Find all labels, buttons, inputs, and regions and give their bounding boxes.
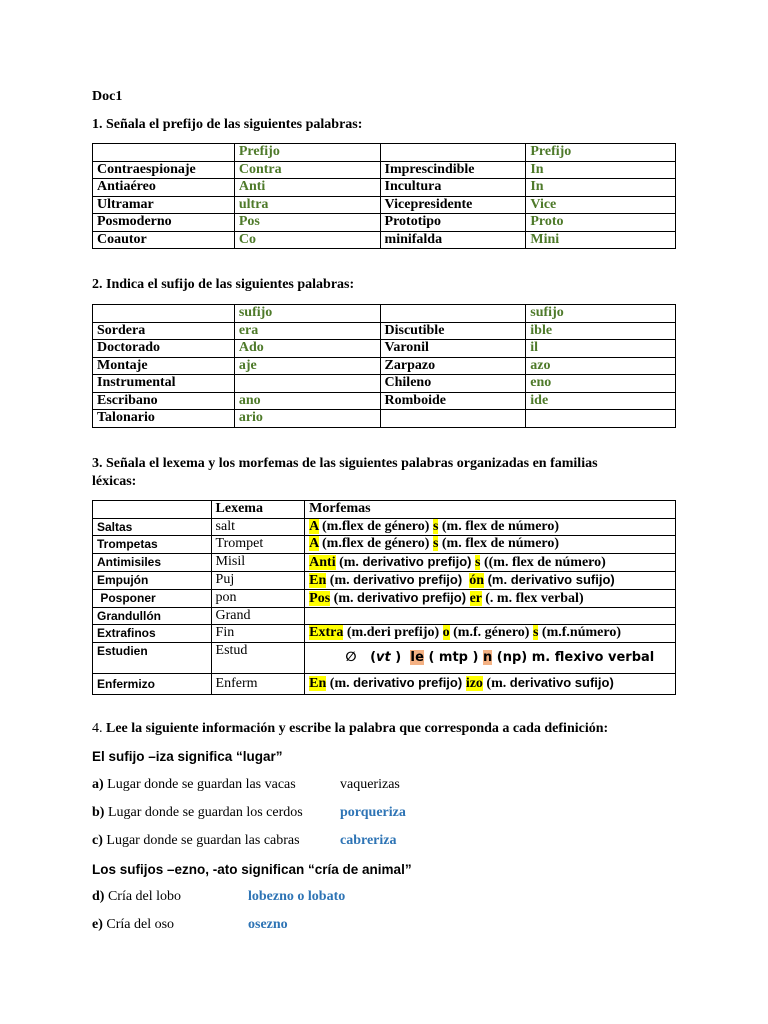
morpheme-word-cell: Antimisiles [93,553,212,571]
suffix-table-word-cell: Doctorado [93,340,235,358]
prefix-table-header-row [93,144,676,162]
morpheme-segment: Pos [309,590,331,606]
morpheme-segment: (m. [326,572,354,588]
morpheme-header-cell: Morfemas [305,501,676,519]
morpheme-lexema-cell: Trompet [211,536,305,554]
morpheme-segment: (m.f. género) [449,625,533,641]
morpheme-row [93,673,676,694]
prefix-table-word-cell: Imprescindible [380,161,526,179]
suffix-table-row [93,322,676,340]
item-letter: b) [92,805,105,820]
morpheme-table [92,500,676,695]
morpheme-segment: (m.flex de género) [318,536,433,552]
suffix-table-word-cell: Romboide [380,392,526,410]
morpheme-segment: (m. [335,554,363,570]
prefix-table-header-cell: Prefijo [526,144,676,162]
suffix-table-row [93,340,676,358]
morpheme-segment: En [309,572,327,588]
suffix-table-affix-cell: ide [526,392,676,410]
definition-item [92,833,397,849]
morpheme-row [93,553,676,571]
prefix-table-word-cell: Ultramar [93,196,235,214]
morpheme-segment: (m.f.número) [538,625,621,641]
suffix-table-word-cell: Talonario [93,410,235,428]
suffix-table-affix-cell: eno [526,375,676,393]
morpheme-segment: derivativo prefijo) [353,571,463,587]
prefix-table-affix-cell: Anti [234,179,380,197]
prefix-table-word-cell: Coautor [93,231,235,249]
q4-instruction: Lee la siguiente información y escribe la palabra que corresponda a cada definición: [106,721,609,736]
item-answer: osezno [248,917,288,932]
morpheme-lexema-cell: Grand [211,607,305,625]
morpheme-segment: derivativo prefijo) [356,589,467,605]
suffix-table-affix-cell: aje [234,357,380,375]
suffix-table-word-cell: Montaje [93,357,235,375]
morpheme-word-cell: Empujón [93,571,212,589]
morpheme-segment: Extra [309,625,344,641]
morpheme-segment: (. m. flex verbal) [481,590,584,606]
item-letter: d) [92,889,105,904]
suffix-table-affix-cell: ible [526,322,676,340]
morpheme-parts-cell [305,518,676,536]
morpheme-parts-cell [305,536,676,554]
morpheme-segment: s [432,518,439,534]
morpheme-segment: derivativo prefijo) [353,675,466,690]
morpheme-parts-cell [305,589,676,607]
q4-subtitle-1: El sufijo –iza significa “lugar” [92,749,283,764]
morpheme-parts-cell [305,571,676,589]
morpheme-segment: er [469,590,482,606]
morpheme-segment: ((m. flex de número) [480,554,606,570]
definition-item [92,889,346,905]
item-definition: Lugar donde se guardan los cerdos [104,805,303,820]
morpheme-segment: (m. [326,676,354,691]
prefix-table-header-cell [380,144,526,162]
item-answer: vaquerizas [340,777,400,792]
prefix-table-row [93,231,676,249]
morpheme-segment: ( [423,649,439,665]
morpheme-row [93,536,676,554]
prefix-table-affix-cell: ultra [234,196,380,214]
morpheme-segment: (m.deri prefijo) [343,625,443,641]
prefix-table [92,143,676,249]
prefix-table-affix-cell: Vice [526,196,676,214]
item-answer: cabreriza [340,833,397,848]
suffix-table-word-cell: Chileno [380,375,526,393]
morpheme-segment: ∅ ( [309,649,377,665]
morpheme-lexema-cell: salt [211,518,305,536]
suffix-table-word-cell: Escribano [93,392,235,410]
morpheme-parts-cell [305,625,676,643]
item-letter: e) [92,917,103,932]
prefix-table-word-cell: Posmoderno [93,214,235,232]
morpheme-segment: izo [465,676,483,691]
morpheme-lexema-cell: Puj [211,571,305,589]
morpheme-segment: Ie [410,649,424,665]
suffix-table-header-cell [93,305,235,323]
morpheme-segment: n [483,649,493,665]
suffix-table-row [93,392,676,410]
suffix-table-affix-cell [234,375,380,393]
prefix-table-row [93,161,676,179]
item-definition: Lugar donde se guardan las vacas [103,777,296,792]
suffix-table-affix-cell: azo [526,357,676,375]
morpheme-row [93,607,676,625]
definition-item [92,777,400,793]
suffix-table-row [93,410,676,428]
item-answer: porqueriza [340,805,406,820]
morpheme-segment: Anti [309,554,336,570]
prefix-table-word-cell: minifalda [380,231,526,249]
suffix-table-affix-cell: era [234,322,380,340]
suffix-table-header-row [93,305,676,323]
morpheme-segment: ón [469,572,484,588]
suffix-table-row [93,375,676,393]
suffix-table-word-cell: Sordera [93,322,235,340]
prefix-table-affix-cell: Mini [526,231,676,249]
morpheme-segment: s [532,625,539,641]
morpheme-lexema-cell: Estud [211,642,305,673]
morpheme-row [93,642,676,673]
morpheme-word-cell: Posponer [93,589,212,607]
morpheme-segment: A [309,518,319,534]
morpheme-segment: (m. flex de número) [438,536,560,552]
q4-number: 4. [92,721,106,736]
suffix-table-word-cell [380,410,526,428]
morpheme-word-cell: Grandullón [93,607,212,625]
morpheme-segment: vt [376,649,391,665]
prefix-table-word-cell: Antiaéreo [93,179,235,197]
prefix-table-affix-cell: In [526,179,676,197]
item-letter: c) [92,833,103,848]
morpheme-parts-cell [305,553,676,571]
morpheme-row [93,518,676,536]
morpheme-segment: (m. [330,590,357,606]
item-answer: lobezno o lobato [248,889,346,904]
suffix-table-word-cell: Instrumental [93,375,235,393]
morpheme-segment: ) [468,649,483,665]
q3-title-line1: 3. Señala el lexema y los morfemas de las siguientes palabras organizadas en familias [92,456,598,471]
q4-subtitle-2: Los sufijos –ezno, -ato significan “cría de animal” [92,862,412,877]
morpheme-segment: ) [390,649,411,665]
morpheme-segment: s [475,554,481,570]
suffix-table-row [93,357,676,375]
prefix-table-row [93,196,676,214]
item-letter: a) [92,777,104,792]
suffix-table-header-cell: sufijo [526,305,676,323]
definition-item [92,805,406,821]
doc-title: Doc1 [92,89,123,104]
prefix-table-header-cell: Prefijo [234,144,380,162]
morpheme-lexema-cell: Misil [211,553,305,571]
morpheme-lexema-cell: Fin [211,625,305,643]
morpheme-lexema-cell: Enferm [211,673,305,694]
morpheme-parts-cell [305,607,676,625]
q2-title: 2. Indica el sufijo de las siguientes palabras: [92,277,355,292]
morpheme-word-cell: Extrafinos [93,625,212,643]
morpheme-row [93,571,676,589]
prefix-table-affix-cell: Pos [234,214,380,232]
morpheme-segment: o [442,625,450,641]
morpheme-segment: (np) m. flexivo verbal [492,649,655,665]
q3-title-line2: léxicas: [92,474,137,489]
morpheme-row [93,625,676,643]
suffix-table-word-cell: Varonil [380,340,526,358]
morpheme-parts-cell [305,673,676,694]
prefix-table-header-cell [93,144,235,162]
morpheme-segment: derivativo sufijo) [509,675,614,690]
morpheme-segment: (m.flex de género) [318,518,433,534]
suffix-table-affix-cell [526,410,676,428]
prefix-table-affix-cell: Co [234,231,380,249]
prefix-table-word-cell: Vicepresidente [380,196,526,214]
prefix-table-affix-cell: Proto [526,214,676,232]
morpheme-segment: (m. [482,676,510,691]
prefix-table-affix-cell: Contra [234,161,380,179]
suffix-table-word-cell: Zarpazo [380,357,526,375]
morpheme-segment: (m. derivativo sufijo) [483,571,615,587]
suffix-table-affix-cell: il [526,340,676,358]
prefix-table-affix-cell: In [526,161,676,179]
q1-title: 1. Señala el prefijo de las siguientes palabras: [92,117,363,132]
definition-item [92,917,288,933]
suffix-table-word-cell: Discutible [380,322,526,340]
prefix-table-row [93,179,676,197]
morpheme-header-row [93,501,676,519]
morpheme-header-cell [93,501,212,519]
morpheme-parts-cell [305,642,676,673]
prefix-table-row [93,214,676,232]
morpheme-segment: A [309,536,319,552]
morpheme-word-cell: Trompetas [93,536,212,554]
morpheme-segment: derivativo prefijo) [362,553,472,569]
prefix-table-word-cell: Incultura [380,179,526,197]
item-definition: Lugar donde se guardan las cabras [102,833,300,848]
morpheme-segment: (m. flex de número) [438,518,560,534]
morpheme-word-cell: Enfermizo [93,673,212,694]
morpheme-segment: s [432,536,439,552]
morpheme-segment: En [309,676,327,691]
prefix-table-word-cell: Prototipo [380,214,526,232]
item-definition: Cría del oso [102,917,175,932]
prefix-table-word-cell: Contraespionaje [93,161,235,179]
morpheme-segment: mtp [438,649,468,665]
morpheme-word-cell: Saltas [93,518,212,536]
morpheme-row [93,589,676,607]
item-definition: Cría del lobo [104,889,182,904]
suffix-table [92,304,676,428]
suffix-table-header-cell [380,305,526,323]
morpheme-lexema-cell: pon [211,589,305,607]
suffix-table-affix-cell: ario [234,410,380,428]
morpheme-word-cell: Estudien [93,642,212,673]
morpheme-header-cell: Lexema [211,501,305,519]
q4-title [92,721,608,737]
suffix-table-affix-cell: ano [234,392,380,410]
suffix-table-affix-cell: Ado [234,340,380,358]
suffix-table-header-cell: sufijo [234,305,380,323]
